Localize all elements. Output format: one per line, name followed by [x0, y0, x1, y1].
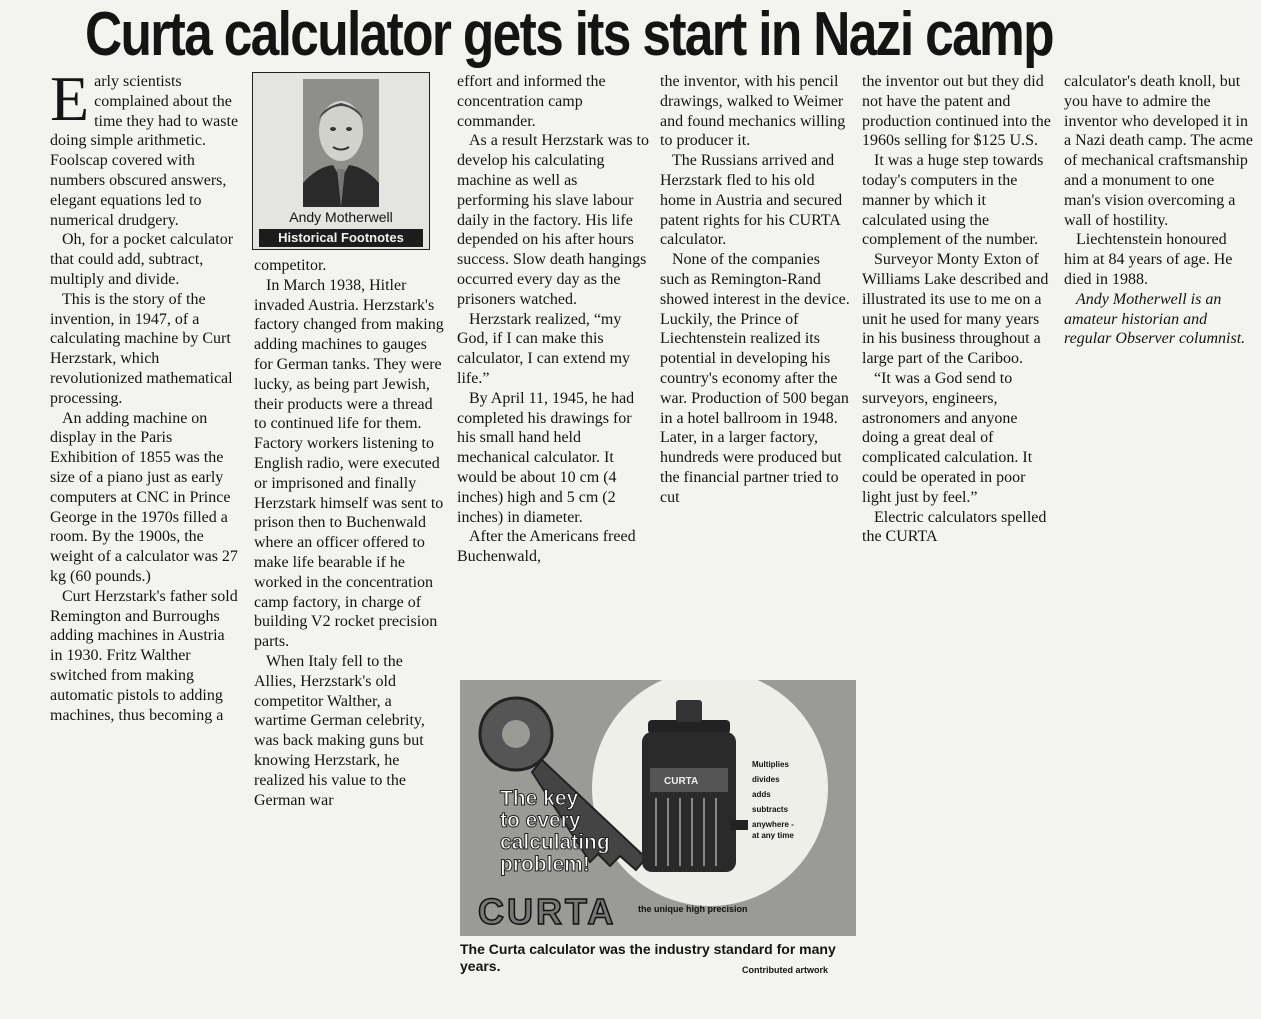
column-6 [1064, 72, 1254, 349]
paragraph: An adding machine on display in the Paris Exhibition of 1855 was the size of a piano just as early computers at CNC in Prince George in the 1970s filled a room. By the 1900s, the weight of a calculator was 27 kg (60 pounds.) [50, 409, 238, 585]
paragraph: When Italy fell to the Allies, Herzstark's old competitor Walther, a wartime German celebrity, was back making guns but knowing Herzstark, he realized his value to the German war [254, 652, 425, 809]
paragraph: competitor. [254, 257, 327, 274]
author-name: Andy Motherwell [289, 209, 393, 225]
ad-device-label: CURTA [664, 776, 699, 787]
column-5 [862, 72, 1052, 547]
column-label: Historical Footnotes [259, 229, 423, 247]
portrait-image [303, 79, 379, 207]
ad-feature-list: Multiplies divides adds subtracts anywhere - at any time [752, 760, 794, 840]
paragraph: Early scientists complained about the time they had to waste doing simple arithmetic. Foolscap covered with numbers obscured answers, elegant equations led to numerical drudgery. [50, 63, 239, 229]
paragraph: the inventor, with his pencil drawings, walked to Weimer and found mechanics willing to producer it. [660, 73, 846, 150]
paragraph: In March 1938, Hitler invaded Austria. Herzstark's factory changed from making adding machines to gauges for German tanks. They were lucky, as being part Jewish, their products were a thread to continued life for them. Factory workers listening to English radio, were executed or imprisoned and finally Herzstark himself was sent to prison then to Buchenwald where an officer offered to make life bearable if he worked in the concentration camp factory, in charge of building V2 rocket precision parts. [254, 276, 444, 651]
author-portrait [303, 79, 379, 207]
curta-ad-image [460, 680, 856, 936]
paragraph: As a result Herzstark was to develop his calculating machine as well as performing his slave labour daily in the factory. His life depended on his after hours success. Slow death hangings occurred every day as the prisoners watched. [457, 132, 649, 308]
paragraph: Electric calculators spelled the CURTA [862, 508, 1047, 546]
column-3 [457, 72, 649, 567]
column-2 [254, 256, 444, 810]
paragraph: “It was a God send to surveyors, engineers, astronomers and anyone doing a great deal of complicated calculation. It could be operated in poor light just by feel.” [862, 369, 1033, 506]
ad-slogan: The key to every calculating problem! [500, 787, 610, 876]
column-4 [660, 72, 850, 508]
paragraph: By April 11, 1945, he had completed his drawings for his small hand held mechanical calculator. It would be about 10 cm (4 inches) high and 5 cm (2 inches) in diameter. [457, 389, 635, 526]
image-credit: Contributed artwork [742, 965, 829, 975]
paragraph: None of the companies such as Remington-Rand showed interest in the device. Luckily, the Prince of Liechtenstein realized its potential in developing his country's economy after the war. Production of 500 began in a hotel ballroom in 1948. Later, in a larger factory, hundreds were produced but the financial partner tried to cut [660, 251, 850, 506]
drop-cap: E [50, 63, 90, 134]
column-1 [50, 63, 240, 725]
paragraph: calculator's death knoll, but you have to admire the inventor who developed it in a Nazi death camp. The acme of mechanical craftsmanship and a monument to one man's vision overcoming a wall of hostility. [1064, 73, 1253, 229]
paragraph: The Russians arrived and Herzstark fled to his old home in Austria and secured patent rights for his CURTA calculator. [660, 152, 843, 249]
paragraph: Surveyor Monty Exton of Williams Lake described and illustrated its use to me on a unit he used for many years in his business throughout a large part of the Cariboo. [862, 251, 1049, 368]
headline: Curta calculator gets its start in Nazi camp [85, 0, 1053, 69]
paragraph: Liechtenstein honoured him at 84 years of age. He died in 1988. [1064, 231, 1233, 288]
paragraph: After the Americans freed Buchenwald, [457, 528, 636, 566]
ad-logo: CURTA [478, 891, 617, 932]
author-bio: Andy Motherwell is an amateur historian and regular Observer columnist. [1064, 290, 1246, 348]
paragraph: Herzstark realized, “my God, if I can make this calculator, I can extend my life.” [457, 310, 631, 387]
ad-tagline: the unique high precision [638, 904, 748, 914]
paragraph: Oh, for a pocket calculator that could add, subtract, multiply and divide. [50, 231, 234, 288]
paragraph: Curt Herzstark's father sold Remington and Burroughs adding machines in Austria in 1930. Fritz Walther switched from making automatic pistols to adding machines, thus becoming a [50, 587, 238, 724]
author-photo-box [252, 72, 430, 250]
paragraph: the inventor out but they did not have the patent and production continued into the 1960s selling for $125 U.S. [862, 73, 1051, 150]
paragraph: effort and informed the concentration camp commander. [457, 73, 606, 130]
paragraph: It was a huge step towards today's computers in the manner by which it calculated using the complement of the number. [862, 152, 1044, 249]
image-caption: The Curta calculator was the industry standard for many years. [460, 941, 836, 974]
paragraph: This is the story of the invention, in 1947, of a calculating machine by Curt Herzstark, which revolutionized mathematical processing. [50, 290, 233, 407]
